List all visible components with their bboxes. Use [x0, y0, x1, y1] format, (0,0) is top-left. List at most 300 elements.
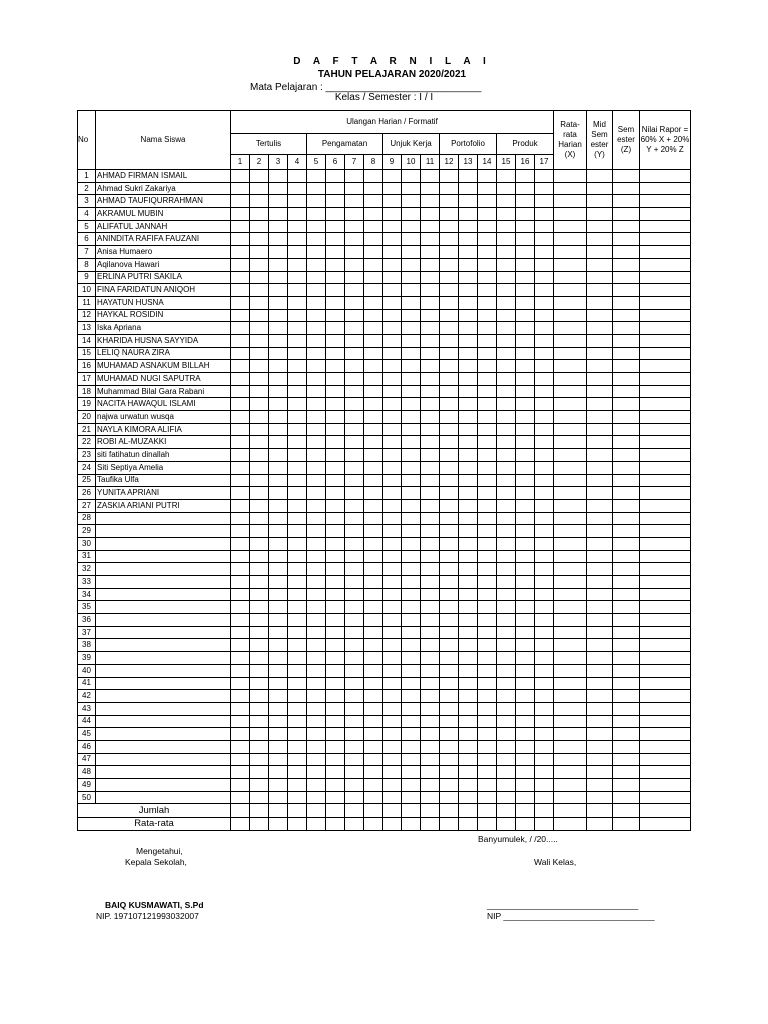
- score-cell[interactable]: [478, 753, 497, 766]
- score-cell[interactable]: [364, 271, 383, 284]
- score-cell[interactable]: [250, 550, 269, 563]
- score-cell[interactable]: [231, 309, 250, 322]
- score-cell[interactable]: [326, 449, 345, 462]
- score-cell[interactable]: [421, 360, 440, 373]
- score-cell[interactable]: [421, 284, 440, 297]
- score-cell[interactable]: [402, 487, 421, 500]
- score-cell[interactable]: [288, 195, 307, 208]
- score-cell[interactable]: [326, 284, 345, 297]
- score-cell[interactable]: [269, 525, 288, 538]
- score-cell[interactable]: [516, 423, 535, 436]
- score-cell[interactable]: [402, 563, 421, 576]
- score-cell[interactable]: [459, 322, 478, 335]
- score-cell[interactable]: [231, 766, 250, 779]
- score-cell[interactable]: [231, 233, 250, 246]
- score-cell[interactable]: [383, 182, 402, 195]
- score-cell[interactable]: [269, 208, 288, 221]
- score-cell[interactable]: [402, 715, 421, 728]
- score-cell[interactable]: [497, 436, 516, 449]
- score-cell[interactable]: [421, 334, 440, 347]
- score-cell[interactable]: [383, 576, 402, 589]
- score-cell[interactable]: [231, 702, 250, 715]
- score-cell[interactable]: [250, 423, 269, 436]
- score-cell[interactable]: [402, 550, 421, 563]
- score-cell[interactable]: [587, 525, 613, 538]
- score-cell[interactable]: [497, 411, 516, 424]
- score-cell[interactable]: [478, 195, 497, 208]
- score-cell[interactable]: [440, 702, 459, 715]
- score-cell[interactable]: [440, 436, 459, 449]
- score-cell[interactable]: [535, 664, 554, 677]
- score-cell[interactable]: [364, 373, 383, 386]
- score-cell[interactable]: [307, 715, 326, 728]
- score-cell[interactable]: [421, 791, 440, 804]
- score-cell[interactable]: [478, 309, 497, 322]
- score-cell[interactable]: [587, 702, 613, 715]
- score-cell[interactable]: [383, 449, 402, 462]
- score-cell[interactable]: [231, 601, 250, 614]
- summary-cell[interactable]: [613, 804, 640, 818]
- score-cell[interactable]: [250, 677, 269, 690]
- score-cell[interactable]: [383, 791, 402, 804]
- score-cell[interactable]: [307, 601, 326, 614]
- score-cell[interactable]: [421, 652, 440, 665]
- score-cell[interactable]: [288, 398, 307, 411]
- score-cell[interactable]: [516, 779, 535, 792]
- score-cell[interactable]: [326, 436, 345, 449]
- score-cell[interactable]: [288, 436, 307, 449]
- score-cell[interactable]: [613, 309, 640, 322]
- score-cell[interactable]: [402, 271, 421, 284]
- score-cell[interactable]: [421, 347, 440, 360]
- score-cell[interactable]: [269, 271, 288, 284]
- score-cell[interactable]: [516, 347, 535, 360]
- score-cell[interactable]: [459, 766, 478, 779]
- score-cell[interactable]: [307, 487, 326, 500]
- score-cell[interactable]: [326, 182, 345, 195]
- score-cell[interactable]: [269, 728, 288, 741]
- score-cell[interactable]: [459, 461, 478, 474]
- score-cell[interactable]: [459, 550, 478, 563]
- score-cell[interactable]: [613, 347, 640, 360]
- score-cell[interactable]: [459, 652, 478, 665]
- score-cell[interactable]: [497, 271, 516, 284]
- score-cell[interactable]: [587, 220, 613, 233]
- score-cell[interactable]: [554, 639, 587, 652]
- score-cell[interactable]: [535, 271, 554, 284]
- score-cell[interactable]: [345, 766, 364, 779]
- score-cell[interactable]: [497, 588, 516, 601]
- score-cell[interactable]: [478, 525, 497, 538]
- score-cell[interactable]: [231, 385, 250, 398]
- score-cell[interactable]: [326, 652, 345, 665]
- score-cell[interactable]: [640, 677, 691, 690]
- score-cell[interactable]: [364, 170, 383, 183]
- summary-cell[interactable]: [421, 817, 440, 831]
- score-cell[interactable]: [459, 208, 478, 221]
- score-cell[interactable]: [383, 614, 402, 627]
- score-cell[interactable]: [640, 487, 691, 500]
- score-cell[interactable]: [587, 398, 613, 411]
- score-cell[interactable]: [402, 601, 421, 614]
- score-cell[interactable]: [478, 576, 497, 589]
- score-cell[interactable]: [535, 588, 554, 601]
- score-cell[interactable]: [478, 474, 497, 487]
- score-cell[interactable]: [478, 398, 497, 411]
- score-cell[interactable]: [613, 728, 640, 741]
- score-cell[interactable]: [269, 753, 288, 766]
- score-cell[interactable]: [269, 487, 288, 500]
- score-cell[interactable]: [497, 779, 516, 792]
- score-cell[interactable]: [269, 563, 288, 576]
- score-cell[interactable]: [497, 766, 516, 779]
- score-cell[interactable]: [421, 601, 440, 614]
- score-cell[interactable]: [383, 563, 402, 576]
- score-cell[interactable]: [307, 411, 326, 424]
- score-cell[interactable]: [364, 220, 383, 233]
- score-cell[interactable]: [516, 626, 535, 639]
- score-cell[interactable]: [587, 271, 613, 284]
- score-cell[interactable]: [478, 639, 497, 652]
- score-cell[interactable]: [587, 690, 613, 703]
- score-cell[interactable]: [345, 652, 364, 665]
- score-cell[interactable]: [307, 398, 326, 411]
- score-cell[interactable]: [440, 601, 459, 614]
- score-cell[interactable]: [307, 449, 326, 462]
- score-cell[interactable]: [307, 664, 326, 677]
- score-cell[interactable]: [478, 677, 497, 690]
- score-cell[interactable]: [478, 588, 497, 601]
- score-cell[interactable]: [554, 537, 587, 550]
- score-cell[interactable]: [364, 779, 383, 792]
- score-cell[interactable]: [497, 550, 516, 563]
- score-cell[interactable]: [587, 487, 613, 500]
- score-cell[interactable]: [497, 208, 516, 221]
- score-cell[interactable]: [535, 373, 554, 386]
- score-cell[interactable]: [535, 360, 554, 373]
- summary-cell[interactable]: [421, 804, 440, 818]
- score-cell[interactable]: [554, 576, 587, 589]
- score-cell[interactable]: [288, 652, 307, 665]
- summary-cell[interactable]: [345, 817, 364, 831]
- score-cell[interactable]: [383, 398, 402, 411]
- score-cell[interactable]: [421, 614, 440, 627]
- score-cell[interactable]: [613, 537, 640, 550]
- score-cell[interactable]: [613, 449, 640, 462]
- score-cell[interactable]: [640, 449, 691, 462]
- score-cell[interactable]: [497, 195, 516, 208]
- score-cell[interactable]: [613, 233, 640, 246]
- score-cell[interactable]: [478, 563, 497, 576]
- score-cell[interactable]: [516, 588, 535, 601]
- score-cell[interactable]: [421, 537, 440, 550]
- score-cell[interactable]: [478, 347, 497, 360]
- score-cell[interactable]: [440, 296, 459, 309]
- score-cell[interactable]: [440, 766, 459, 779]
- score-cell[interactable]: [497, 664, 516, 677]
- score-cell[interactable]: [516, 728, 535, 741]
- score-cell[interactable]: [497, 360, 516, 373]
- score-cell[interactable]: [640, 208, 691, 221]
- score-cell[interactable]: [307, 639, 326, 652]
- score-cell[interactable]: [421, 309, 440, 322]
- score-cell[interactable]: [402, 525, 421, 538]
- score-cell[interactable]: [345, 588, 364, 601]
- score-cell[interactable]: [497, 690, 516, 703]
- score-cell[interactable]: [250, 296, 269, 309]
- score-cell[interactable]: [307, 550, 326, 563]
- score-cell[interactable]: [478, 614, 497, 627]
- score-cell[interactable]: [497, 322, 516, 335]
- score-cell[interactable]: [497, 246, 516, 259]
- score-cell[interactable]: [345, 423, 364, 436]
- score-cell[interactable]: [231, 576, 250, 589]
- score-cell[interactable]: [640, 537, 691, 550]
- score-cell[interactable]: [326, 588, 345, 601]
- score-cell[interactable]: [587, 652, 613, 665]
- score-cell[interactable]: [364, 639, 383, 652]
- score-cell[interactable]: [345, 740, 364, 753]
- score-cell[interactable]: [288, 474, 307, 487]
- score-cell[interactable]: [269, 474, 288, 487]
- score-cell[interactable]: [440, 373, 459, 386]
- score-cell[interactable]: [421, 195, 440, 208]
- score-cell[interactable]: [421, 677, 440, 690]
- score-cell[interactable]: [554, 652, 587, 665]
- score-cell[interactable]: [613, 512, 640, 525]
- score-cell[interactable]: [269, 258, 288, 271]
- score-cell[interactable]: [440, 779, 459, 792]
- score-cell[interactable]: [535, 779, 554, 792]
- score-cell[interactable]: [383, 271, 402, 284]
- score-cell[interactable]: [459, 487, 478, 500]
- score-cell[interactable]: [587, 791, 613, 804]
- score-cell[interactable]: [250, 525, 269, 538]
- score-cell[interactable]: [587, 512, 613, 525]
- score-cell[interactable]: [497, 449, 516, 462]
- score-cell[interactable]: [231, 740, 250, 753]
- score-cell[interactable]: [640, 461, 691, 474]
- score-cell[interactable]: [459, 664, 478, 677]
- score-cell[interactable]: [497, 677, 516, 690]
- score-cell[interactable]: [288, 284, 307, 297]
- score-cell[interactable]: [587, 563, 613, 576]
- score-cell[interactable]: [364, 474, 383, 487]
- score-cell[interactable]: [516, 537, 535, 550]
- score-cell[interactable]: [440, 309, 459, 322]
- score-cell[interactable]: [640, 664, 691, 677]
- score-cell[interactable]: [402, 208, 421, 221]
- score-cell[interactable]: [326, 576, 345, 589]
- score-cell[interactable]: [345, 360, 364, 373]
- score-cell[interactable]: [640, 284, 691, 297]
- score-cell[interactable]: [535, 766, 554, 779]
- score-cell[interactable]: [613, 639, 640, 652]
- score-cell[interactable]: [535, 563, 554, 576]
- score-cell[interactable]: [345, 284, 364, 297]
- score-cell[interactable]: [307, 499, 326, 512]
- score-cell[interactable]: [345, 208, 364, 221]
- score-cell[interactable]: [288, 715, 307, 728]
- score-cell[interactable]: [440, 360, 459, 373]
- score-cell[interactable]: [364, 258, 383, 271]
- score-cell[interactable]: [459, 601, 478, 614]
- score-cell[interactable]: [421, 436, 440, 449]
- score-cell[interactable]: [497, 563, 516, 576]
- score-cell[interactable]: [288, 385, 307, 398]
- score-cell[interactable]: [440, 499, 459, 512]
- score-cell[interactable]: [459, 220, 478, 233]
- score-cell[interactable]: [440, 195, 459, 208]
- score-cell[interactable]: [478, 550, 497, 563]
- score-cell[interactable]: [535, 296, 554, 309]
- score-cell[interactable]: [440, 652, 459, 665]
- score-cell[interactable]: [250, 373, 269, 386]
- score-cell[interactable]: [345, 791, 364, 804]
- score-cell[interactable]: [326, 322, 345, 335]
- score-cell[interactable]: [440, 474, 459, 487]
- score-cell[interactable]: [307, 690, 326, 703]
- score-cell[interactable]: [440, 715, 459, 728]
- score-cell[interactable]: [231, 499, 250, 512]
- score-cell[interactable]: [516, 398, 535, 411]
- score-cell[interactable]: [478, 373, 497, 386]
- score-cell[interactable]: [516, 258, 535, 271]
- score-cell[interactable]: [326, 614, 345, 627]
- score-cell[interactable]: [587, 550, 613, 563]
- score-cell[interactable]: [307, 677, 326, 690]
- score-cell[interactable]: [640, 246, 691, 259]
- score-cell[interactable]: [554, 512, 587, 525]
- score-cell[interactable]: [640, 639, 691, 652]
- score-cell[interactable]: [554, 411, 587, 424]
- score-cell[interactable]: [421, 258, 440, 271]
- score-cell[interactable]: [587, 373, 613, 386]
- summary-cell[interactable]: [307, 804, 326, 818]
- score-cell[interactable]: [402, 347, 421, 360]
- score-cell[interactable]: [421, 740, 440, 753]
- score-cell[interactable]: [231, 195, 250, 208]
- score-cell[interactable]: [478, 664, 497, 677]
- score-cell[interactable]: [516, 296, 535, 309]
- score-cell[interactable]: [269, 182, 288, 195]
- score-cell[interactable]: [613, 614, 640, 627]
- score-cell[interactable]: [587, 664, 613, 677]
- score-cell[interactable]: [269, 740, 288, 753]
- score-cell[interactable]: [250, 601, 269, 614]
- score-cell[interactable]: [554, 461, 587, 474]
- score-cell[interactable]: [364, 664, 383, 677]
- score-cell[interactable]: [554, 525, 587, 538]
- score-cell[interactable]: [440, 639, 459, 652]
- score-cell[interactable]: [516, 614, 535, 627]
- score-cell[interactable]: [231, 791, 250, 804]
- score-cell[interactable]: [459, 246, 478, 259]
- score-cell[interactable]: [497, 728, 516, 741]
- score-cell[interactable]: [231, 284, 250, 297]
- score-cell[interactable]: [554, 296, 587, 309]
- score-cell[interactable]: [535, 614, 554, 627]
- score-cell[interactable]: [383, 474, 402, 487]
- score-cell[interactable]: [383, 512, 402, 525]
- score-cell[interactable]: [421, 385, 440, 398]
- score-cell[interactable]: [478, 652, 497, 665]
- score-cell[interactable]: [554, 588, 587, 601]
- score-cell[interactable]: [250, 208, 269, 221]
- score-cell[interactable]: [459, 690, 478, 703]
- score-cell[interactable]: [326, 347, 345, 360]
- score-cell[interactable]: [613, 588, 640, 601]
- score-cell[interactable]: [497, 626, 516, 639]
- summary-cell[interactable]: [516, 817, 535, 831]
- score-cell[interactable]: [440, 791, 459, 804]
- score-cell[interactable]: [402, 576, 421, 589]
- score-cell[interactable]: [478, 626, 497, 639]
- score-cell[interactable]: [497, 715, 516, 728]
- score-cell[interactable]: [383, 753, 402, 766]
- score-cell[interactable]: [497, 740, 516, 753]
- score-cell[interactable]: [383, 588, 402, 601]
- score-cell[interactable]: [516, 246, 535, 259]
- score-cell[interactable]: [587, 576, 613, 589]
- score-cell[interactable]: [535, 601, 554, 614]
- score-cell[interactable]: [345, 563, 364, 576]
- score-cell[interactable]: [554, 170, 587, 183]
- score-cell[interactable]: [535, 474, 554, 487]
- score-cell[interactable]: [383, 487, 402, 500]
- score-cell[interactable]: [640, 728, 691, 741]
- score-cell[interactable]: [345, 436, 364, 449]
- score-cell[interactable]: [613, 461, 640, 474]
- score-cell[interactable]: [421, 373, 440, 386]
- score-cell[interactable]: [326, 690, 345, 703]
- score-cell[interactable]: [535, 220, 554, 233]
- score-cell[interactable]: [421, 664, 440, 677]
- score-cell[interactable]: [440, 728, 459, 741]
- score-cell[interactable]: [383, 208, 402, 221]
- score-cell[interactable]: [497, 499, 516, 512]
- score-cell[interactable]: [497, 296, 516, 309]
- score-cell[interactable]: [383, 499, 402, 512]
- score-cell[interactable]: [440, 170, 459, 183]
- score-cell[interactable]: [383, 550, 402, 563]
- score-cell[interactable]: [231, 639, 250, 652]
- score-cell[interactable]: [535, 284, 554, 297]
- score-cell[interactable]: [478, 690, 497, 703]
- score-cell[interactable]: [345, 639, 364, 652]
- score-cell[interactable]: [326, 563, 345, 576]
- score-cell[interactable]: [345, 537, 364, 550]
- score-cell[interactable]: [640, 398, 691, 411]
- score-cell[interactable]: [269, 702, 288, 715]
- score-cell[interactable]: [402, 474, 421, 487]
- score-cell[interactable]: [516, 220, 535, 233]
- score-cell[interactable]: [326, 423, 345, 436]
- score-cell[interactable]: [326, 360, 345, 373]
- score-cell[interactable]: [269, 614, 288, 627]
- score-cell[interactable]: [554, 347, 587, 360]
- score-cell[interactable]: [307, 740, 326, 753]
- summary-cell[interactable]: [440, 804, 459, 818]
- score-cell[interactable]: [478, 791, 497, 804]
- score-cell[interactable]: [497, 791, 516, 804]
- score-cell[interactable]: [587, 296, 613, 309]
- score-cell[interactable]: [640, 690, 691, 703]
- summary-cell[interactable]: [231, 817, 250, 831]
- score-cell[interactable]: [613, 271, 640, 284]
- score-cell[interactable]: [326, 664, 345, 677]
- score-cell[interactable]: [535, 309, 554, 322]
